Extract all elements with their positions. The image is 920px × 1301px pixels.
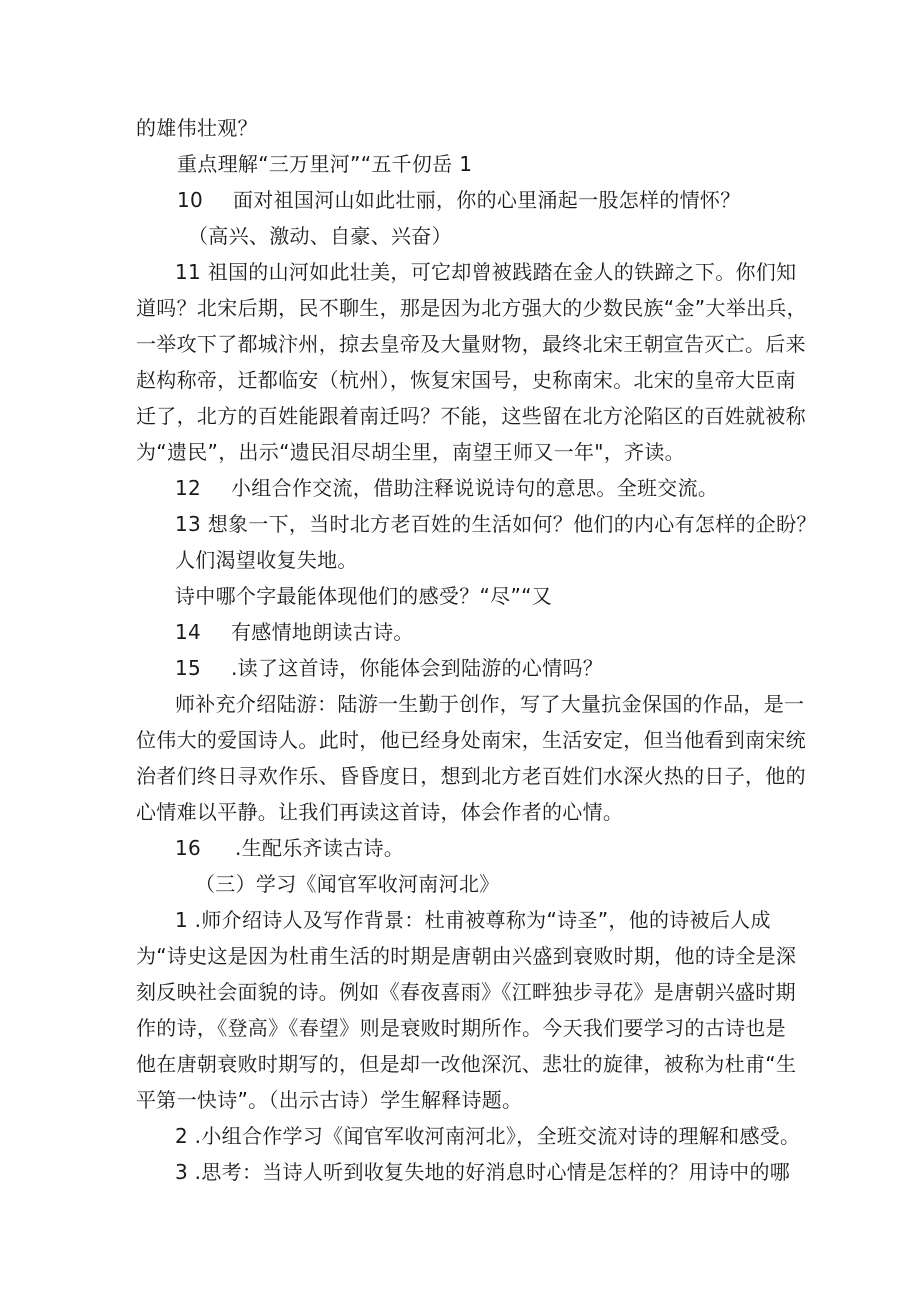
item-text: .生配乐齐读古诗。 <box>235 836 405 860</box>
item-text: .读了这首诗，你能体会到陆游的心情吗？ <box>231 656 604 680</box>
text-line: 道吗？北宋后期，民不聊生，那是因为北方强大的少数民族“金”大举出兵， <box>136 296 807 320</box>
numbered-item <box>175 654 603 682</box>
text-line: 为“诗史这是因为杜甫生活的时期是唐朝由兴盛到衰败时期，他的诗全是深 <box>136 944 797 968</box>
item-number: 14 <box>175 620 202 644</box>
numbered-item <box>177 186 741 214</box>
item-text: 面对祖国河山如此壮丽，你的心里涌起一股怎样的情怀？ <box>233 188 741 212</box>
text-line: 诗中哪个字最能体现他们的感受？“尽”“又 <box>175 584 553 608</box>
text-line: 的雄伟壮观？ <box>136 116 258 140</box>
text-line: 作的诗，《登高》《春望》则是衰败时期所作。今天我们要学习的古诗也是 <box>136 1016 786 1040</box>
section-heading: （三）学习《闻官军收河南河北》 <box>195 872 500 896</box>
numbered-item <box>175 474 718 502</box>
text-line: （高兴、激动、自豪、兴奋） <box>188 224 452 248</box>
text-line: 治者们终日寻欢作乐、昏昏度日，想到北方老百姓们水深火热的日子，他的 <box>136 764 806 788</box>
item-text: 有感情地朗读古诗。 <box>231 620 414 644</box>
text-line: 赵构称帝，迁都临安（杭州），恢复宋国号，史称南宋。北宋的皇帝大臣南 <box>136 368 796 392</box>
text-line: 刻反映社会面貌的诗。例如《春夜喜雨》《江畔独步寻花》是唐朝兴盛时期 <box>136 980 796 1004</box>
text-line: 师补充介绍陆游：陆游一生勤于创作，写了大量抗金保国的作品，是一 <box>175 692 805 716</box>
text-line: 心情难以平静。让我们再读这首诗，体会作者的心情。 <box>136 800 624 824</box>
item-number: 15 <box>175 656 202 680</box>
text-line: 2 .小组合作学习《闻官军收河南河北》，全班交流对诗的理解和感受。 <box>175 1124 801 1148</box>
text-line: 一举攻下了都城汴州，掠去皇帝及大量财物，最终北宋王朝宣告灭亡。后来 <box>136 332 806 356</box>
text-line: 位伟大的爱国诗人。此时，他已经身处南宋，生活安定，但当他看到南宋统 <box>136 728 806 752</box>
text-line: 3 .思考：当诗人听到收复失地的好消息时心情是怎样的？用诗中的哪 <box>175 1160 791 1184</box>
text-line: 重点理解“三万里河”“五千仞岳 1 <box>177 152 473 176</box>
item-text: 小组合作交流，借助注释说说诗句的意思。全班交流。 <box>231 476 719 500</box>
text-line: 11 祖国的山河如此壮美，可它却曾被践踏在金人的铁蹄之下。你们知 <box>175 260 797 284</box>
text-line: 1 .师介绍诗人及写作背景：杜甫被尊称为“诗圣”，他的诗被后人成 <box>175 908 771 932</box>
text-line: 13 想象一下，当时北方老百姓的生活如何？他们的内心有怎样的企盼？ <box>175 512 817 536</box>
text-line: 人们渴望收复失地。 <box>175 548 358 572</box>
numbered-item <box>175 618 414 646</box>
numbered-item <box>175 834 404 862</box>
text-line: 他在唐朝衰败时期写的，但是却一改他深沉、悲壮的旋律，被称为杜甫“生 <box>136 1052 797 1076</box>
item-number: 10 <box>177 188 204 212</box>
text-line: 平第一快诗”。（出示古诗）学生解释诗题。 <box>136 1088 523 1112</box>
text-line: 迁了，北方的百姓能跟着南迁吗？不能，这些留在北方沦陷区的百姓就被称 <box>136 404 806 428</box>
item-number: 12 <box>175 476 202 500</box>
text-line: 为“遗民”，出示“遗民泪尽胡尘里，南望王师又一年"，齐读。 <box>136 440 685 464</box>
item-number: 16 <box>175 836 202 860</box>
